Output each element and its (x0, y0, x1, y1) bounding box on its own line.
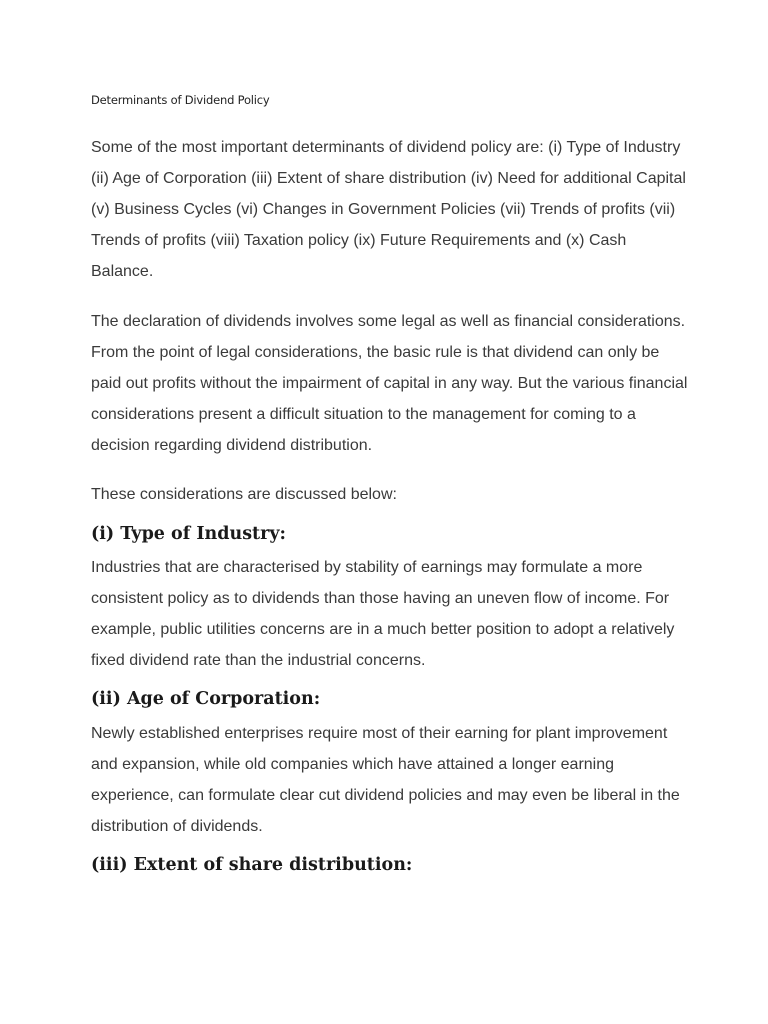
section-heading-age-of-corporation: (ii) Age of Corporation: (91, 689, 321, 709)
section-heading-type-of-industry: (i) Type of Industry: (91, 524, 286, 544)
section-text-type-of-industry: Industries that are characterised by stability of earnings may formulate a more consistent policy as to dividends than those having an uneven flow of income. For example, public utilities concerns are in a much better position to adopt a relatively fixed dividend rate than the industrial concerns. (91, 559, 675, 669)
intro-paragraph: Some of the most important determinants of dividend policy are: (i) Type of Industry (ii) Age of Corporation (iii) Extent of share distribution (iv) Need for additional Capital (v) Business Cycles (vi) Changes in Government Policies (vii) Trends of profits (vii) Trends of profits (viii) Taxation policy (ix) Future Requirements and (x) Cash Balance. (91, 139, 686, 280)
discussed-below-paragraph: These considerations are discussed below: (91, 486, 397, 503)
section-heading-extent-of-share-distribution: (iii) Extent of share distribution: (91, 855, 413, 875)
considerations-paragraph: The declaration of dividends involves some legal as well as financial considerations. From the point of legal considerations, the basic rule is that dividend can only be paid out profits without the impairment of capital in any way. But the various financial considerations present a difficult situation to the management for coming to a decision regarding dividend distribution. (91, 313, 688, 454)
document-title: Determinants of Dividend Policy (91, 93, 270, 107)
section-text-age-of-corporation: Newly established enterprises require most of their earning for plant improvement and expansion, while old companies which have attained a longer earning experience, can formulate clear cut dividend policies and may even be liberal in the distribution of dividends. (91, 725, 680, 835)
